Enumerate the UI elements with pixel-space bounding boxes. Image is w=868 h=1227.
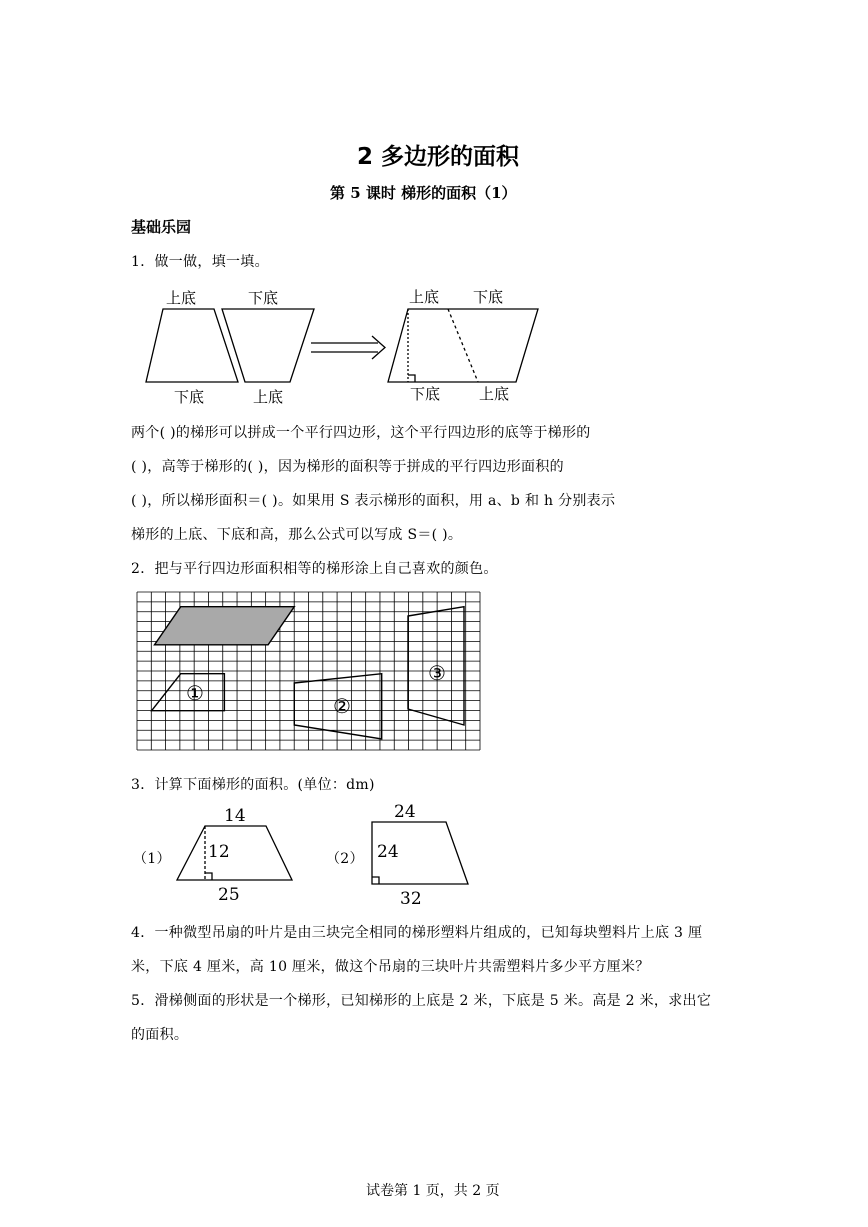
label-bottom-4: 上底: [479, 385, 510, 403]
q1-prompt: 1．做一做，填一填。: [131, 254, 269, 270]
page-title: 2 多边形的面积: [357, 144, 520, 170]
exercise-trapezoid-1: [177, 826, 292, 880]
q1-line-3: ( )，所以梯形面积＝( )。如果用 S 表示梯形的面积，用 a、b 和 h 分别表示: [131, 493, 616, 509]
label-top-2: 下底: [248, 289, 279, 307]
section-heading: 基础乐园: [131, 218, 192, 236]
q2-prompt: 2．把与平行四边形面积相等的梯形涂上自己喜欢的颜色。: [131, 561, 498, 577]
q1-line-2: ( )，高等于梯形的( )，因为梯形的面积等于拼成的平行四边形面积的: [131, 459, 564, 475]
label-bottom-1: 下底: [174, 388, 205, 406]
exercise-2-right-angle: [372, 877, 379, 884]
fig1-tag: （1）: [133, 851, 171, 867]
label-shape-2: ②: [333, 694, 351, 718]
label-shape-1: ①: [186, 681, 204, 705]
fig2-tag: （2）: [326, 851, 364, 867]
fig1-top-label: 14: [224, 806, 246, 826]
fig1-height-label: 12: [208, 842, 230, 862]
label-shape-3: ③: [428, 661, 446, 685]
label-top-1: 上底: [166, 289, 197, 307]
page-footer: 试卷第 1 页，共 2 页: [366, 1183, 500, 1199]
lesson-subtitle: 第 5 课时 梯形的面积（1）: [330, 184, 517, 202]
q3-prompt: 3．计算下面梯形的面积。(单位：dm): [131, 777, 375, 793]
label-top-3: 上底: [409, 288, 440, 306]
q4-line-1: 4．一种微型吊扇的叶片是由三块完全相同的梯形塑料片组成的，已知每块塑料片上底 3 厘: [131, 925, 703, 941]
fig2-top-label: 24: [394, 802, 416, 822]
exercise-1-right-angle: [205, 873, 212, 880]
fig2-bottom-label: 32: [400, 889, 422, 909]
fig2-height-label: 24: [377, 842, 399, 862]
q1-line-4: 梯形的上底、下底和高，那么公式可以写成 S＝( )。: [131, 527, 463, 543]
label-bottom-2: 上底: [253, 388, 284, 406]
q5-line-1: 5．滑梯侧面的形状是一个梯形，已知梯形的上底是 2 米，下底是 5 米。高是 2 米，求出它: [131, 993, 712, 1009]
q4-line-2: 米，下底 4 厘米，高 10 厘米，做这个吊扇的三块叶片共需塑料片多少平方厘米？: [131, 959, 650, 975]
q5-line-2: 的面积。: [131, 1027, 189, 1043]
q1-line-1: 两个( )的梯形可以拼成一个平行四边形，这个平行四边形的底等于梯形的: [131, 425, 591, 441]
label-top-4: 下底: [473, 288, 504, 306]
label-bottom-3: 下底: [410, 385, 441, 403]
fig1-bottom-label: 25: [218, 885, 240, 905]
